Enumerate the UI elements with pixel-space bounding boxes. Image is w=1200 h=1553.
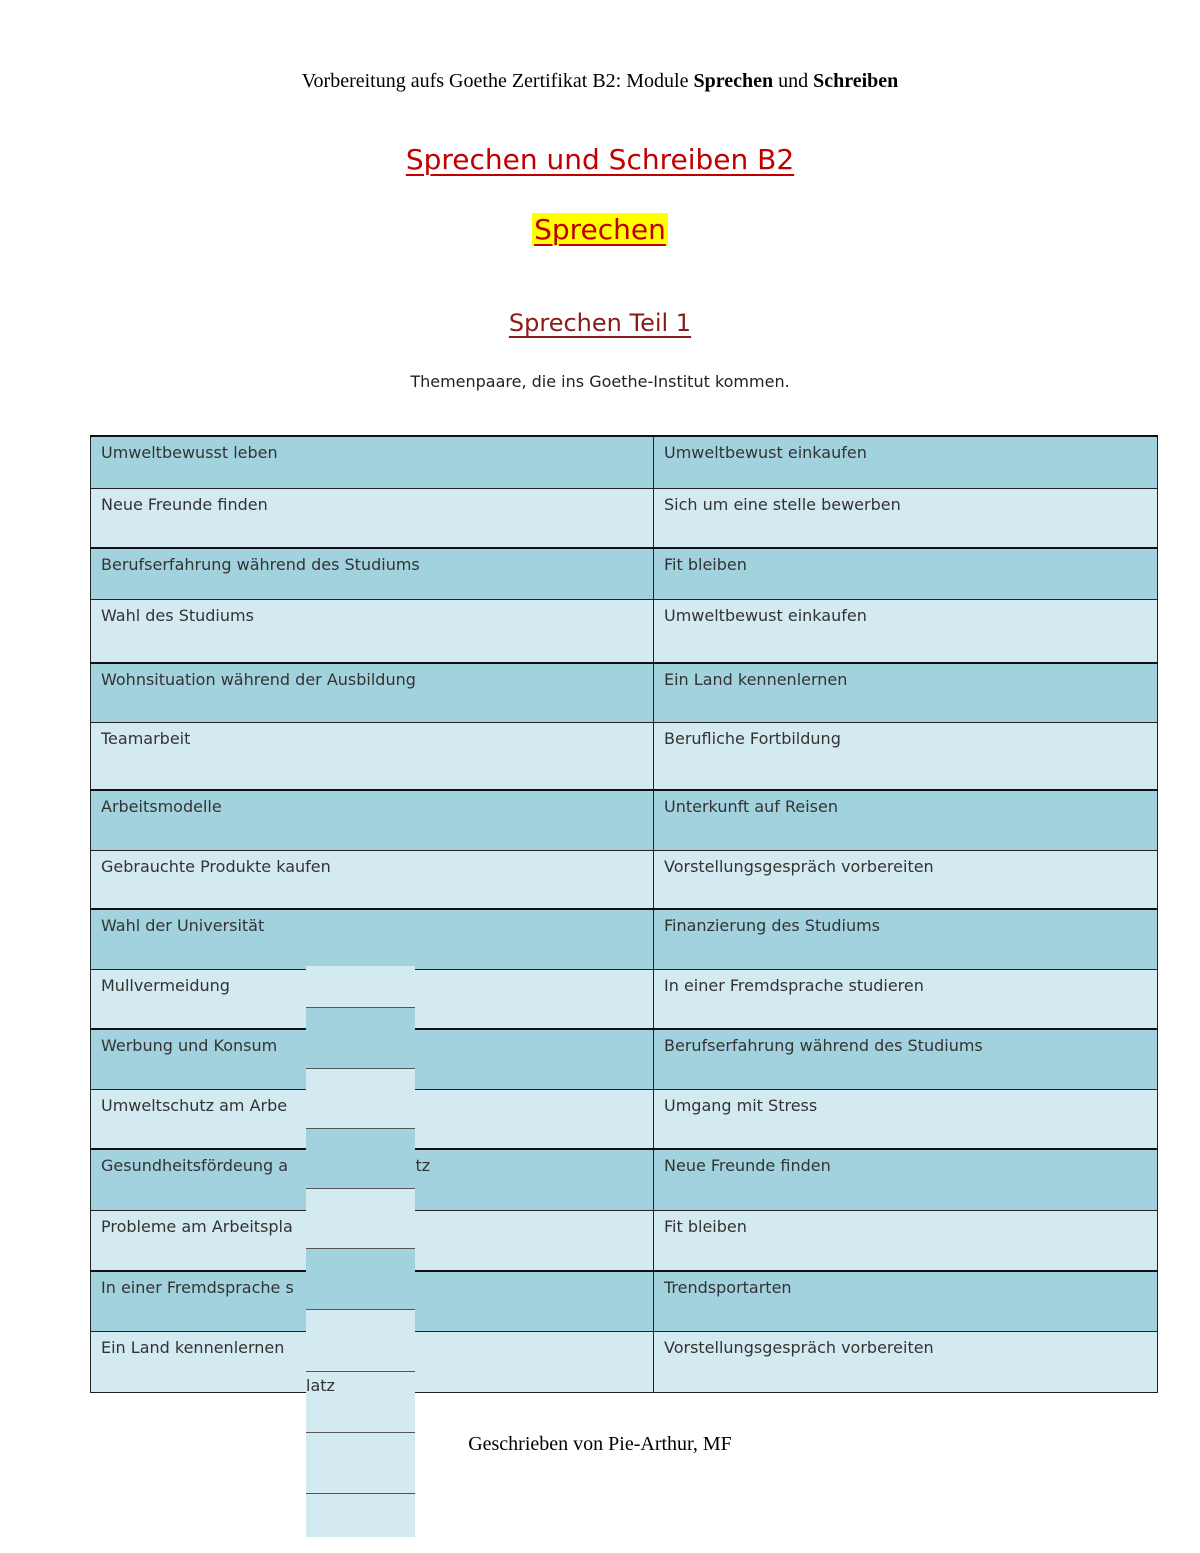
table-row (91, 436, 1158, 488)
topic-left-cell (91, 436, 654, 488)
header-bold-schreiben: Schreiben (813, 70, 899, 92)
topic-left-cell (91, 850, 654, 909)
topic-right-text: Umweltbewust einkaufen (664, 605, 867, 625)
footer-author: Geschrieben von Pie-Arthur, MF (468, 1433, 732, 1455)
topic-left-text: Werbung und Konsum (101, 1036, 278, 1055)
table-row (91, 850, 1158, 909)
overlay-cell (306, 1129, 415, 1189)
table-row (91, 722, 1158, 790)
overlay-cell (306, 1008, 415, 1069)
header-prefix: Vorbereitung aufs Goethe Zertifikat B2: Module (301, 70, 694, 92)
topic-left-text: Berufserfahrung während des Studiums (101, 555, 420, 574)
topic-left-text: Arbeitsmodelle (101, 797, 222, 816)
topic-right-text: Neue Freunde finden (664, 1156, 831, 1175)
topic-pairs-table (90, 435, 1158, 1393)
topic-right-text: Berufliche Fortbildung (664, 728, 841, 748)
part-title-text: Sprechen Teil 1 (508, 309, 692, 337)
topic-left-text: Teamarbeit (101, 728, 191, 748)
topic-right-cell (654, 488, 1158, 548)
main-title (0, 143, 1200, 176)
table-row (91, 1331, 1158, 1392)
topic-right-text: Fit bleiben (664, 1216, 747, 1236)
topic-right-cell (654, 909, 1158, 969)
stray-text: latz (306, 1376, 335, 1395)
table-row (91, 488, 1158, 548)
table-row (91, 909, 1158, 969)
topic-left-tail: tz (415, 1156, 431, 1175)
topic-left-text: Neue Freunde finden (101, 494, 268, 514)
topic-right-cell (654, 1029, 1158, 1089)
topic-right-cell (654, 1331, 1158, 1392)
topic-left-cell (91, 599, 654, 663)
topic-right-text: Vorstellungsgespräch vorbereiten (664, 856, 934, 876)
overlay-cell (306, 1249, 415, 1310)
table-row (91, 1029, 1158, 1089)
topic-left-cell (91, 663, 654, 722)
topic-right-text: Berufserfahrung während des Studiums (664, 1036, 983, 1055)
topic-right-text: Ein Land kennenlernen (664, 670, 848, 689)
section-title-text: Sprechen (534, 213, 666, 246)
overlay-cell (306, 966, 415, 1008)
topic-left-text: Mullvermeidung (101, 975, 230, 995)
topic-left-text: In einer Fremdsprache s (101, 1278, 294, 1297)
topic-right-text: Unterkunft auf Reisen (664, 797, 838, 816)
table-row (91, 1089, 1158, 1149)
topic-left-text: Umweltschutz am Arbe (101, 1095, 288, 1115)
topic-right-cell (654, 1271, 1158, 1331)
topic-left-text: Gesundheitsfördeung a (101, 1156, 289, 1175)
overlay-cell (306, 1494, 415, 1537)
table-row (91, 663, 1158, 722)
topic-right-cell (654, 722, 1158, 790)
overlay-cell (306, 1189, 415, 1249)
topic-right-cell (654, 1089, 1158, 1149)
topic-right-text: Fit bleiben (664, 555, 747, 574)
table-row (91, 1149, 1158, 1210)
topic-left-cell (91, 909, 654, 969)
intro-text: Themenpaare, die ins Goethe-Institut kommen. (410, 372, 790, 391)
topic-left-text: Umweltbewusst leben (101, 443, 278, 462)
topic-right-text: Umgang mit Stress (664, 1095, 818, 1115)
part-title (0, 309, 1200, 337)
document-header (0, 70, 1200, 93)
topic-right-cell (654, 436, 1158, 488)
table-row (91, 969, 1158, 1029)
topic-left-text: Wohnsituation während der Ausbildung (101, 670, 416, 689)
topic-right-text: In einer Fremdsprache studieren (664, 975, 924, 995)
topic-right-cell (654, 790, 1158, 850)
topic-right-text: Umweltbewust einkaufen (664, 443, 867, 462)
table-row (91, 790, 1158, 850)
topic-left-text: Wahl des Studiums (101, 605, 254, 625)
topic-right-cell (654, 1149, 1158, 1210)
topic-left-text: Gebrauchte Produkte kaufen (101, 856, 331, 876)
topic-right-text: Vorstellungsgespräch vorbereiten (664, 1337, 934, 1357)
overlay-cell (306, 1310, 415, 1372)
topic-left-text: Ein Land kennenlernen (101, 1337, 285, 1357)
topic-right-text: Trendsportarten (664, 1278, 792, 1297)
topic-right-cell (654, 663, 1158, 722)
topic-right-cell (654, 1210, 1158, 1271)
table-row (91, 1271, 1158, 1331)
table-row (91, 599, 1158, 663)
topic-left-cell (91, 488, 654, 548)
topic-left-text: Probleme am Arbeitspla (101, 1216, 293, 1236)
topic-right-text: Finanzierung des Studiums (664, 916, 881, 935)
topic-right-cell (654, 969, 1158, 1029)
topic-left-cell (91, 722, 654, 790)
main-title-text: Sprechen und Schreiben B2 (405, 143, 795, 176)
overlay-cell (306, 1069, 415, 1129)
topic-right-cell (654, 850, 1158, 909)
header-bold-sprechen: Sprechen (693, 70, 774, 92)
topic-right-cell (654, 599, 1158, 663)
table-row (91, 548, 1158, 599)
topic-left-cell (91, 548, 654, 599)
header-mid: und (773, 70, 814, 92)
topic-right-cell (654, 548, 1158, 599)
table-row (91, 1210, 1158, 1271)
section-title (0, 213, 1200, 246)
topic-left-text: Wahl der Universität (101, 916, 265, 935)
topic-right-text: Sich um eine stelle bewerben (664, 494, 901, 514)
topic-left-cell (91, 790, 654, 850)
